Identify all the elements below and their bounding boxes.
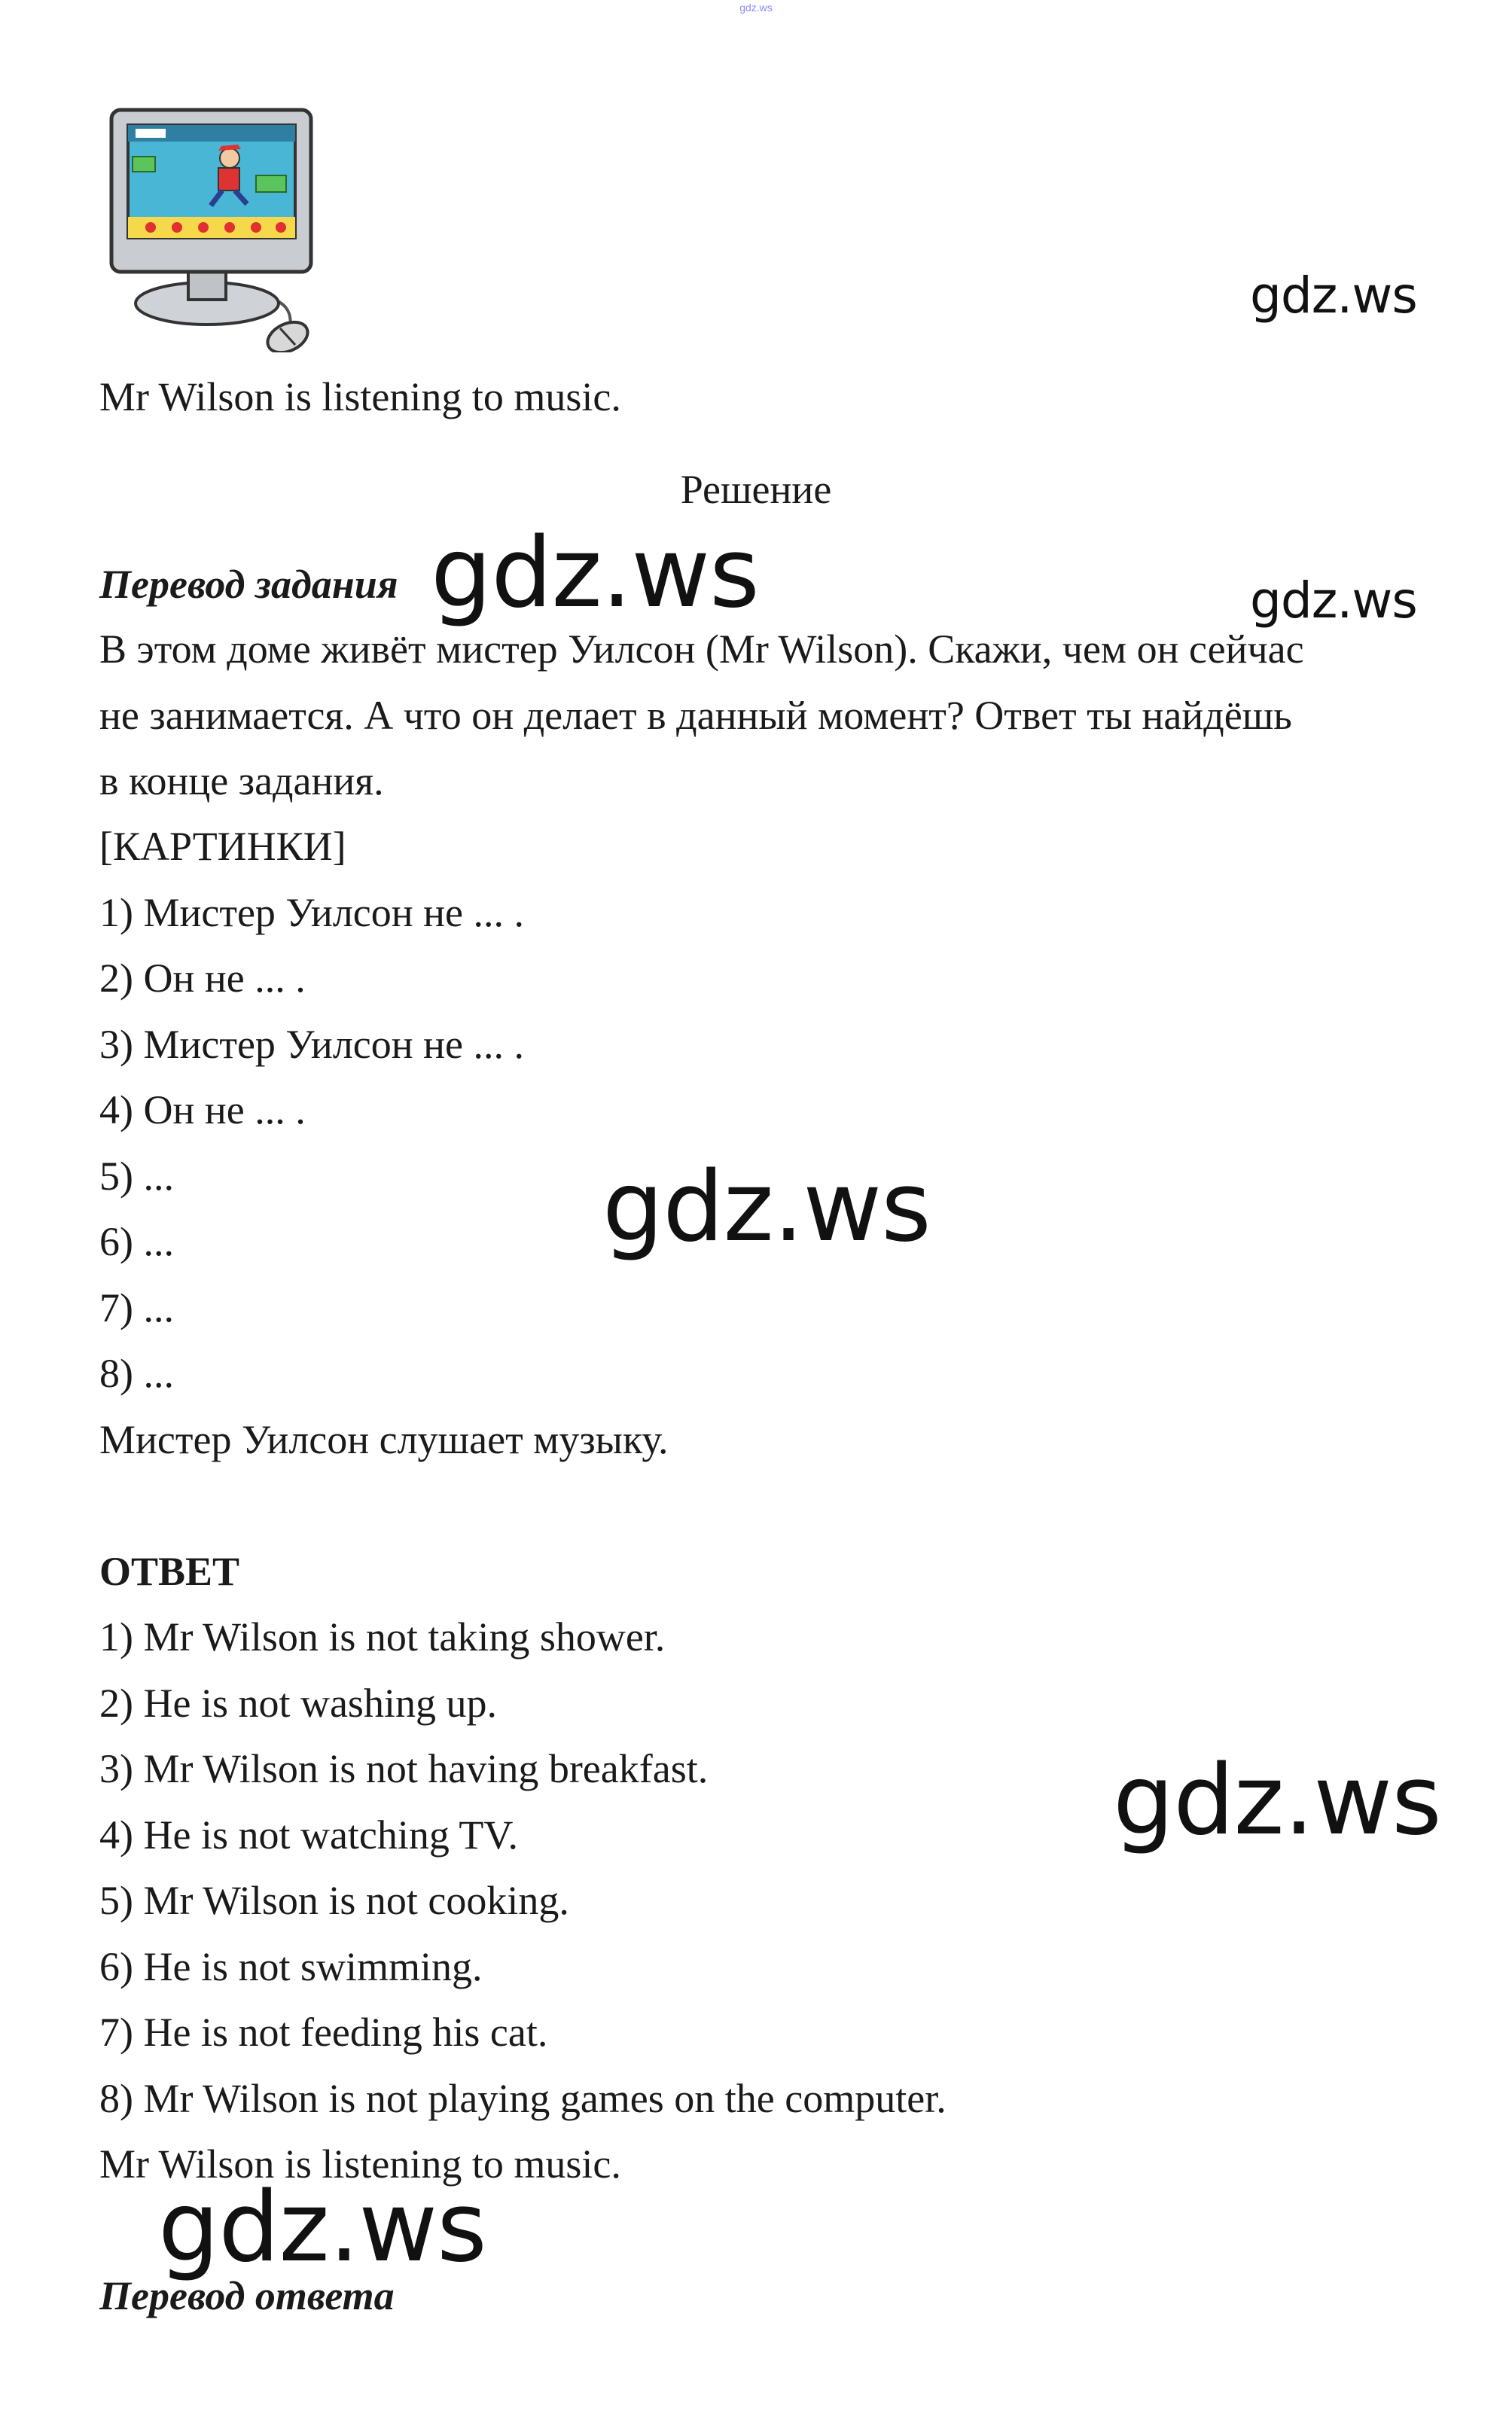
task-item: 8) ...	[99, 1351, 174, 1396]
task-item: 4) Он не ... .	[99, 1087, 306, 1132]
translation-text-line: не занимается. А что он делает в данный момент? Ответ ты найдёшь	[99, 693, 1292, 738]
answer-item: 5) Mr Wilson is not cooking.	[99, 1878, 569, 1923]
watermark: gdz.ws	[158, 2172, 486, 2284]
answer-item: 8) Mr Wilson is not playing games on the computer.	[99, 2076, 947, 2121]
computer-monitor-icon	[105, 104, 331, 352]
answer-heading: ОТВЕТ	[99, 1549, 240, 1594]
answer-item: 7) He is not feeding his cat.	[99, 2010, 548, 2055]
task-item: 1) Мистер Уилсон не ... .	[99, 890, 524, 935]
translation-text-line: в конце задания.	[99, 758, 384, 803]
task-item: 3) Мистер Уилсон не ... .	[99, 1022, 524, 1067]
watermark: gdz.ws	[602, 1151, 931, 1263]
answer-item: 2) He is not washing up.	[99, 1681, 497, 1726]
intro-sentence: Mr Wilson is listening to music.	[99, 374, 621, 419]
answer-item: 6) He is not swimming.	[99, 1944, 483, 1989]
task-closing: Мистер Уилсон слушает музыку.	[99, 1417, 669, 1462]
answer-item: 3) Mr Wilson is not having breakfast.	[99, 1746, 709, 1791]
task-item: 5) ...	[99, 1154, 174, 1199]
watermark: gdz.ws	[1250, 267, 1417, 325]
translation-text-line: В этом доме живёт мистер Уилсон (Mr Wilson). Скажи, чем он сейчас	[99, 626, 1304, 672]
answer-closing: Mr Wilson is listening to music.	[99, 2141, 621, 2187]
answer-item: 4) He is not watching TV.	[99, 1812, 518, 1858]
top-watermark: gdz.ws	[739, 2, 773, 14]
watermark: gdz.ws	[1113, 1745, 1441, 1857]
solution-heading: Решение	[680, 467, 832, 512]
answer-item: 1) Mr Wilson is not taking shower.	[99, 1614, 666, 1660]
answer-translation-heading: Перевод ответа	[99, 2273, 395, 2318]
pictures-label: [КАРТИНКИ]	[99, 824, 346, 869]
watermark: gdz.ws	[431, 517, 759, 629]
task-item: 6) ...	[99, 1219, 174, 1264]
task-item: 2) Он не ... .	[99, 956, 306, 1001]
task-item: 7) ...	[99, 1285, 174, 1330]
watermark: gdz.ws	[1250, 571, 1417, 629]
translation-heading: Перевод задания	[99, 562, 398, 607]
